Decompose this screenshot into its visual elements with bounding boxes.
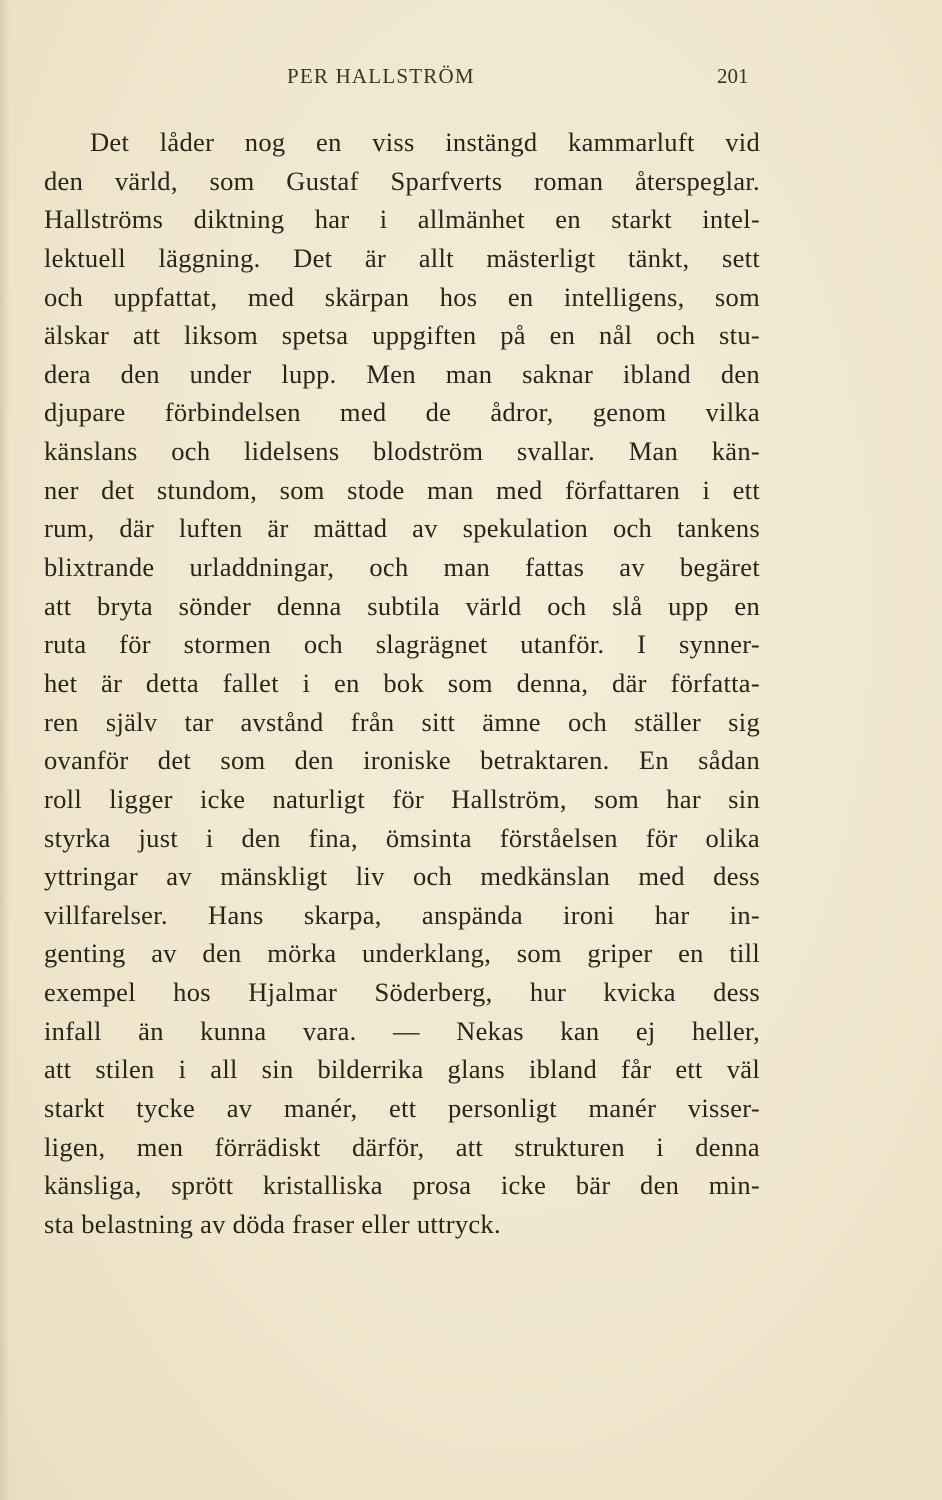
text-line: rum, där luften är mättad av spekulation och tankens [44, 513, 760, 544]
text-line: yttringar av mänskligt liv och medkänslan med dess [44, 861, 760, 892]
page-number: 201 [717, 64, 749, 88]
text-line: ruta för stormen och slagrägnet utanför. I synner- [44, 629, 760, 660]
text-line: starkt tycke av manér, ett personligt manér visser- [44, 1093, 760, 1124]
text-line: den värld, som Gustaf Sparfverts roman återspeglar. [44, 165, 760, 196]
text-line: roll ligger icke naturligt för Hallström, som har sin [44, 783, 760, 814]
text-line: Det låder nog en viss instängd kammarluft vid [90, 127, 760, 157]
text-line: ligen, men förrädiskt därför, att strukturen i denna [44, 1131, 760, 1162]
text-line: villfarelser. Hans skarpa, anspända ironi har in- [44, 899, 760, 930]
text-line: att bryta sönder denna subtila värld och slå upp en [44, 590, 760, 621]
text-line: Hallströms diktning har i allmänhet en starkt intel- [44, 204, 760, 235]
text-line: och uppfattat, med skärpan hos en intelligens, som [44, 281, 760, 312]
text-line: exempel hos Hjalmar Söderberg, hur kvicka dess [44, 977, 760, 1008]
text-line: styrka just i den fina, ömsinta förståelsen för olika [44, 822, 760, 853]
text-line: djupare förbindelsen med de ådror, genom vilka [44, 397, 760, 428]
text-line: ren själv tar avstånd från sitt ämne och ställer sig [44, 706, 760, 737]
text-line: älskar att liksom spetsa uppgiften på en nål och stu- [44, 320, 760, 351]
text-line: känsliga, sprött kristalliska prosa icke bär den min- [44, 1170, 760, 1201]
text-line: genting av den mörka underklang, som griper en till [44, 938, 760, 969]
text-line: att stilen i all sin bilderrika glans ibland får ett väl [44, 1054, 760, 1085]
text-line: infall än kunna vara. — Nekas kan ej heller, [44, 1015, 760, 1046]
text-line: sta belastning av döda fraser eller uttryck. [44, 1208, 501, 1239]
text-line: dera den under lupp. Men man saknar ibland den [44, 358, 760, 389]
page-gutter-edge [0, 0, 10, 1500]
text-line: ner det stundom, som stode man med författaren i ett [44, 474, 760, 505]
page-header [0, 58, 942, 98]
text-line: blixtrande urladdningar, och man fattas av begäret [44, 552, 760, 583]
text-line: ovanför det som den ironiske betraktaren. En sådan [44, 745, 760, 776]
text-line: lektuell läggning. Det är allt mästerligt tänkt, sett [44, 242, 760, 273]
body-text [44, 123, 760, 1244]
running-head: PER HALLSTRÖM [287, 64, 475, 88]
text-line: het är detta fallet i en bok som denna, där författa- [44, 667, 760, 698]
text-line: känslans och lidelsens blodström svallar. Man kän- [44, 436, 760, 467]
